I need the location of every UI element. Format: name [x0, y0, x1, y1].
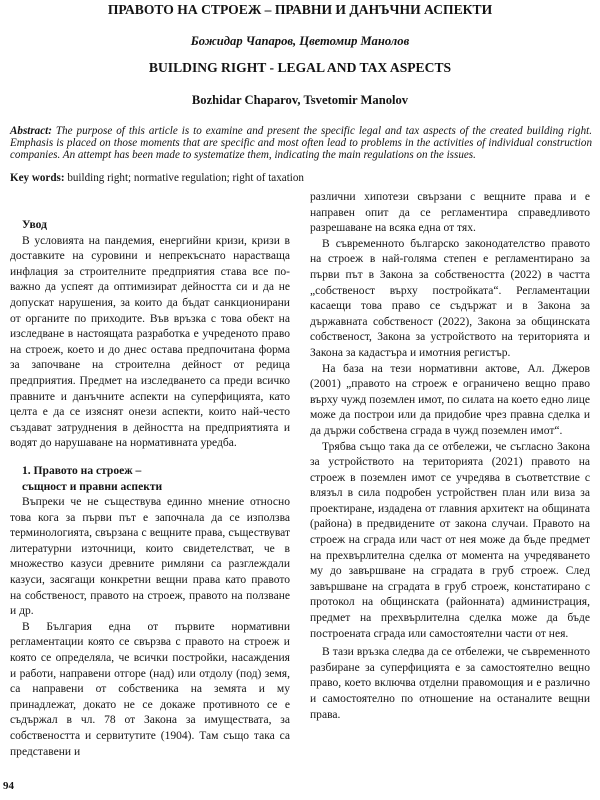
- abstract-label: Abstract:: [10, 125, 52, 137]
- section1-heading-line1: 1. Правото на строеж –: [22, 464, 142, 477]
- right-paragraph-1: В съвременното българско законодателство правото на строеж в най-голяма степен е регламентирано за първи път в Закона за собствеността (2022) в частта „собственост върху постройката“. Регламентации касаещи това право се съдържат и в Закона за държавната собственост (2022), Закона за общинската собственост, Закона за устройството на територията и Закона за кадастъра и имотния регистър.: [310, 237, 590, 359]
- left-column: [10, 188, 290, 770]
- title-bulgarian: ПРАВОТО НА СТРОЕЖ – ПРАВНИ И ДАНЪЧНИ АСПЕКТИ: [107, 2, 493, 17]
- right-paragraph-continuation: различни хипотези свързани с вещните права и е направен опит да се регламентира справедливото разрешаване на всяка една от тях.: [310, 191, 590, 235]
- authors-english: Bozhidar Chaparov, Tsvetomir Manolov: [191, 93, 409, 107]
- abstract: [10, 126, 592, 161]
- right-paragraph-3: Трябва също така да се отбележи, че съгласно Закона за устройството на територията (2021) правото на строеж в поземлен имот се учредява в съответствие с влязъл в сила подробен устройствен план или виза за проектиране, издадена от главния архитект на общината (района) в предвидените от закона случаи. Правото на строеж на сграда или част от нея може да бъде предмет на прехвърлителна сделка от момента на учредяването му до завършване на сградата в груб строеж. След завършване на сградата в груб строеж, констатирано с протокол на общинската (районната) администрация, предмет на прехвърлителна сделка може да бъде построената сграда или самостоятелни части от нея.: [310, 440, 590, 640]
- keywords-text: building right; normative regulation; right of taxation: [67, 172, 304, 184]
- right-column: [310, 190, 590, 772]
- intro-paragraph: В условията на пандемия, енергийни кризи, кризи в доставките на суровини и непрекъснато нарастваща инфлация за строителните предприятия става все по-важно да успеят да оптимизират дейността си и да не допускат нарушения, за които да бъдат санкционирани от органите по приходите. Във връзка с това обект на изследване в настоящата разработка е учреденото право на строеж, което и до днес остава предпочитана форма за започване на строителна дейност от редица предприятия. Предмет на изследването са преди всичко правните и данъчните аспекти на суперфицията, като целта е да се изяснят онези аспекти, които най-често създават затруднения в дейността на предприятията и водят до нарушаване на нормативната уредба.: [10, 234, 290, 450]
- page-number: 94: [3, 780, 14, 792]
- section1-heading-line2: същност и правни аспекти: [22, 480, 163, 493]
- keywords-label: Key words:: [10, 172, 65, 184]
- section1-paragraph-2: В България една от първите нормативни регламентации която се свързва с правото на строеж и която се определяла, че всички постройки, насаждения и работи, направени отгоре (над) или отдолу (под) земя, са направени от собственика на земята и му принадлежат, докато не се докаже противното се е съдържал в чл. 78 от Закона за имуществата, за собствеността и сервитутите (1904). Там също така са представени и: [10, 620, 290, 758]
- title-english: BUILDING RIGHT - LEGAL AND TAX ASPECTS: [148, 60, 452, 75]
- abstract-text: The purpose of this article is to examine and present the specific legal and tax aspects of the created building right. Emphasis is placed on those moments that are specific and most often lead to problems in the activities of individual construction companies. An attempt has been made to systematize them, indicating the main regulations on the issues.: [10, 125, 593, 161]
- right-paragraph-4: В тази връзка следва да се отбележи, че съвременното разбиране за суперфицията е за самостоятелно вещно право, което включва отделни правомощия и е различно и самостоятелно по отношение на останалите вещни права.: [310, 646, 590, 721]
- intro-heading: Увод: [22, 219, 47, 231]
- section1-paragraph-1: Въпреки че не съществува единно мнение относно това кога за първи път е започнала да се използва терминологията, свързана с вещните права, съществуват литературни източници, които свидетелстват, че в множество казуси древните римляни са разглеждали казуси, засягащи конкретни вещни права като правото на собственост, правото на строеж, правото на ползване и др.: [10, 496, 290, 618]
- keywords: [10, 172, 592, 184]
- right-paragraph-2: На база на тези нормативни актове, Ал. Джеров (2001) „правото на строеж е ограничено вещно право върху чужд поземлен имот, по силата на което едно лице може да построи или да придобие чрез правна сделка и да държи собствена сграда в чужд поземлен имот“.: [310, 362, 590, 437]
- authors-bulgarian: Божидар Чапаров, Цветомир Манолов: [190, 34, 410, 48]
